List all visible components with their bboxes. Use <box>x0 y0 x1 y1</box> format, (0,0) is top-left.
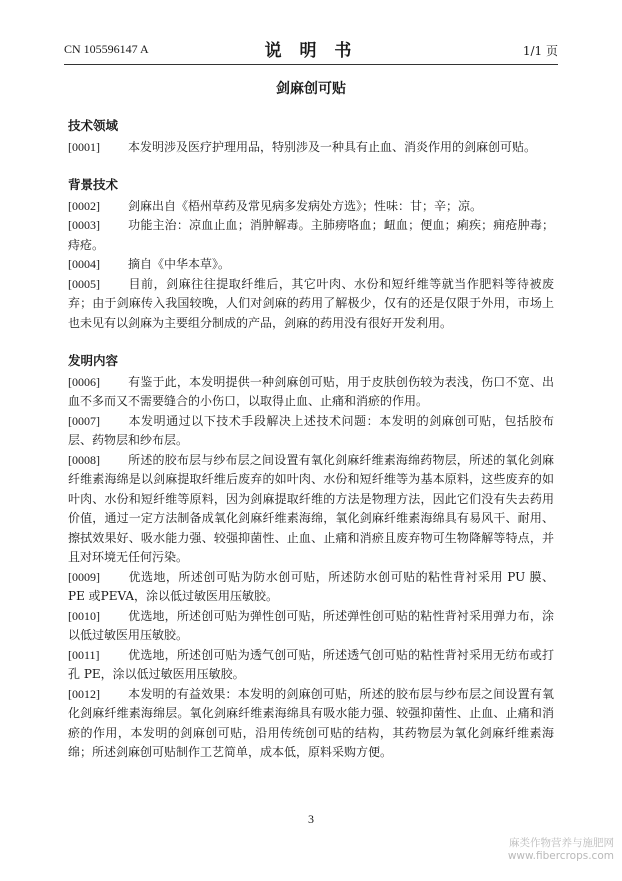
page-number: 3 <box>308 812 314 826</box>
paragraph <box>68 607 554 646</box>
watermark-url: www.fibercrops.com <box>507 850 614 862</box>
paragraph-text: 优选地，所述创可贴为弹性创可贴，所述弹性创可贴的粘性背衬采用弹力布，涂以低过敏医用压敏胶。 <box>68 608 554 642</box>
paragraph-number: [0001] <box>68 139 100 154</box>
paragraph-number: [0004] <box>68 257 100 271</box>
document-title: 剑麻创可贴 <box>276 81 346 97</box>
paragraph-text: 目前，剑麻往往提取纤维后，其它叶肉、水份和短纤维等就当作肥料等待被废弃；由于剑麻传入我国较晚，人们对剑麻的药用了解极少，仅有的还是仅限于外用，市场上也未见有以剑麻为主要组分制成的产品，剑麻的药用没有很好开发利用。 <box>68 276 554 330</box>
paragraph-number: [0005] <box>68 276 100 291</box>
paragraph <box>68 451 554 568</box>
paragraph <box>68 412 554 451</box>
page-info: 1/1 页 <box>522 44 558 58</box>
page-header <box>64 36 558 60</box>
paragraph-number: [0011] <box>68 647 100 662</box>
watermark-site-name: 麻类作物营养与施肥网 <box>509 837 614 849</box>
section-heading-technical-field: 技术领域 <box>68 118 119 133</box>
paragraph-number: [0009] <box>68 569 100 584</box>
paragraph-text: 功能主治：凉血止血；消肿解毒。主肺痨咯血；衄血；便血；痢疾；痈疮肿毒；痔疮。 <box>68 218 554 252</box>
document-type: 说 明 书 <box>264 41 358 61</box>
paragraph-number: [0002] <box>68 198 100 213</box>
paragraph-text: 有鉴于此，本发明提供一种剑麻创可贴，用于皮肤创伤较为表浅，伤口不宽、出血不多而又不需要缝合的小伤口，以取得止血、止痛和消瘀的作用。 <box>68 374 554 408</box>
paragraph-number: [0008] <box>68 452 100 467</box>
paragraph-number: [0010] <box>68 608 100 623</box>
paragraph-text: 本发明的有益效果：本发明的剑麻创可贴，所述的胶布层与纱布层之间设置有氧化剑麻纤维素海绵层。氧化剑麻纤维素海绵具有吸水能力强、较强抑菌性、止血、止痛和消瘀的作用，本发明的剑麻创可贴，沿用传统创可贴的结构，其药物层为氧化剑麻纤维素海绵；所述剑麻创可贴制作工艺简单，成本低，原料采购方便。 <box>68 686 554 759</box>
paragraph-text: 摘自《中华本草》。 <box>128 257 231 271</box>
section-heading-background: 背景技术 <box>68 177 119 192</box>
paragraph <box>68 138 554 158</box>
paragraph <box>68 646 554 685</box>
paragraph-number: [0006] <box>68 374 100 389</box>
paragraph <box>68 685 554 763</box>
paragraph <box>68 197 554 217</box>
section-heading-summary: 发明内容 <box>68 353 119 368</box>
paragraph-text: 本发明涉及医疗护理用品，特别涉及一种具有止血、消炎作用的剑麻创可贴。 <box>128 139 537 154</box>
patent-number: CN 105596147 A <box>64 42 149 56</box>
paragraph-number: [0003] <box>68 218 100 232</box>
header-divider <box>64 64 558 65</box>
watermark <box>508 837 614 863</box>
paragraph-text: 优选地，所述创可贴为透气创可贴，所述透气创可贴的粘性背衬采用无纺布或打孔 PE，涂以低过敏医用压敏胶。 <box>68 647 554 681</box>
paragraph <box>68 216 554 255</box>
paragraph-text: 本发明通过以下技术手段解决上述技术问题：本发明的剑麻创可贴，包括胶布层、药物层和纱布层。 <box>68 413 554 447</box>
paragraph <box>68 373 554 412</box>
paragraph-number: [0012] <box>68 686 100 701</box>
paragraph-text: 优选地，所述创可贴为防水创可贴，所述防水创可贴的粘性背衬采用 PU 膜、PE 或PEVA，涂以低过敏医用压敏胶。 <box>68 569 554 603</box>
paragraph <box>68 255 554 275</box>
paragraph <box>68 568 554 607</box>
paragraph <box>68 275 554 334</box>
paragraph-text: 所述的胶布层与纱布层之间设置有氧化剑麻纤维素海绵药物层，所述的氧化剑麻纤维素海绵是以剑麻提取纤维后废弃的如叶肉、水份和短纤维等为基本原料，这些废弃的如叶肉、水份和短纤维等原料，因为剑麻提取纤维的方法是物理方法，因此它们没有失去药用价值，通过一定方法制备成氧化剑麻纤维素海绵，氧化剑麻纤维素海绵具有易风干、耐用、擦拭效果好、吸水能力强、较强抑菌性、止血、止痛和消瘀且废弃物可生物降解等特点，并且对环境无任何污染。 <box>68 452 554 564</box>
paragraph-text: 剑麻出自《梧州草药及常见病多发病处方选》；性味：甘；辛；凉。 <box>128 198 483 213</box>
document-body <box>68 116 554 763</box>
paragraph-number: [0007] <box>68 413 100 428</box>
